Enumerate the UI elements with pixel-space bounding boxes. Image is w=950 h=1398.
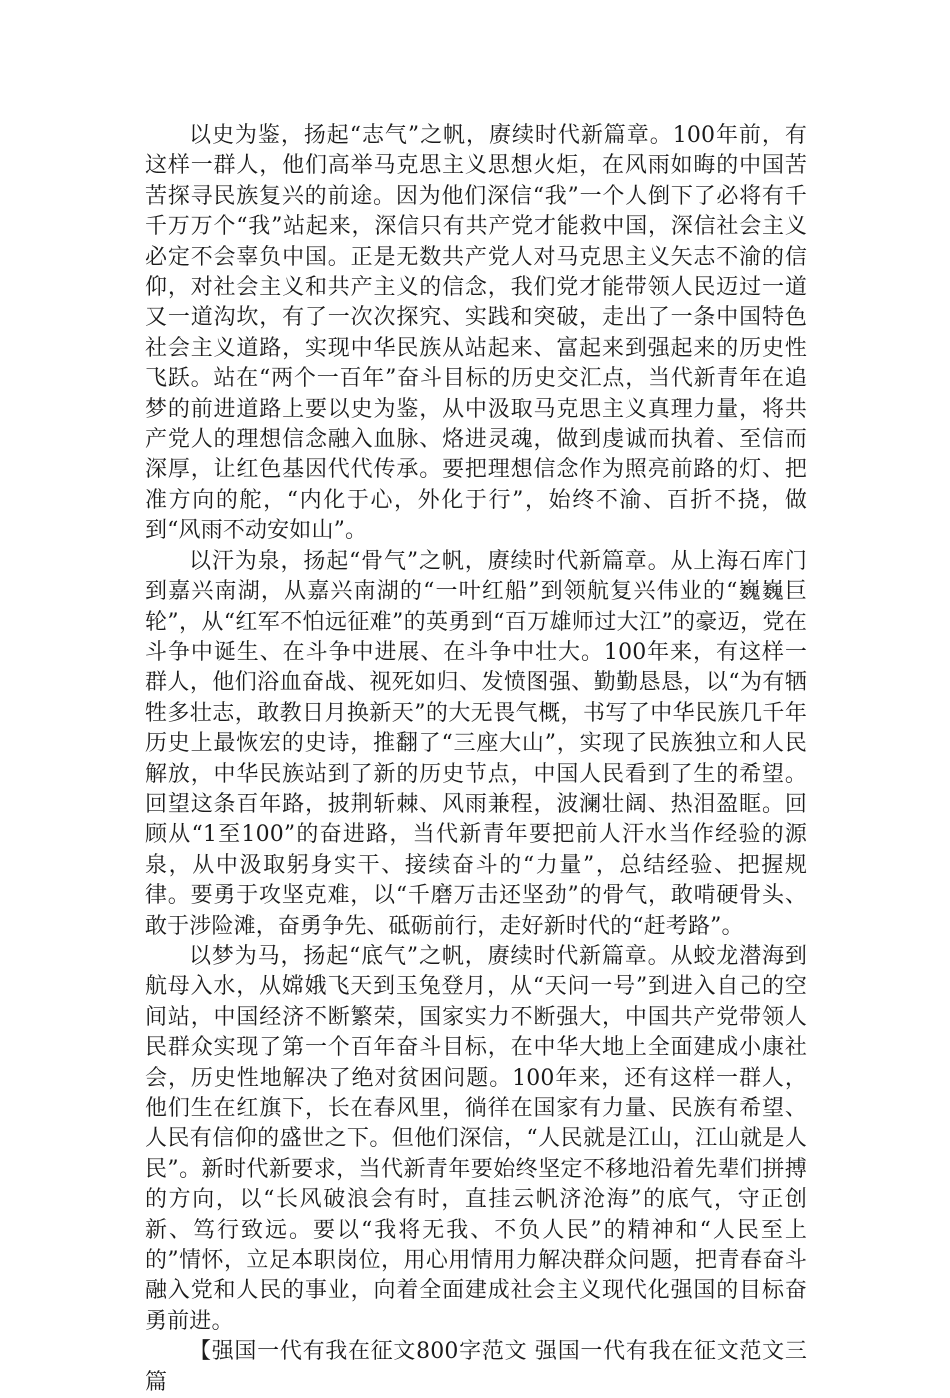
paragraph-diqi: 以梦为马，扬起“底气”之帆，赓续时代新篇章。从蛟龙潜海到航母入水，从嫦娥飞天到玉兔登月，从“天问一号”到进入自己的空间站，中国经济不断繁荣，国家实力不断强大，中国共产党带领人民群众实现了第一个百年奋斗目标，在中华大地上全面建成小康社会，历史性地解决了绝对贫困问题。100年来，还有这样一群人，他们生在红旗下，长在春风里，徜徉在国家有力量、民族有希望、人民有信仰的盛世之下。但他们深信，“人民就是江山，江山就是人民”。新时代新要求，当代新青年要始终坚定不移地沿着先辈们拼搏的方向，以“长风破浪会有时，直挂云帆济沧海”的底气，守正创新、笃行致远。要以“我将无我、不负人民”的精神和“人民至上的”情怀，立足本职岗位，用心用情用力解决群众问题，把青春奋斗融入党和人民的事业，向着全面建成社会主义现代化强国的目标奋勇前进。	[145, 943, 807, 1334]
paragraph-guqi: 以汗为泉，扬起“骨气”之帆，赓续时代新篇章。从上海石库门到嘉兴南湖，从嘉兴南湖的“一叶红船”到领航复兴伟业的“巍巍巨轮”，从“红军不怕远征难”的英勇到“百万雄师过大江”的豪迈，党在斗争中诞生、在斗争中进展、在斗争中壮大。100年来，有这样一群人，他们浴血奋战、视死如归、发愤图强、勤勤恳恳，以“为有牺牲多壮志，敢教日月换新天”的大无畏气概，书写了中华民族几千年历史上最恢宏的史诗，推翻了“三座大山”，实现了民族独立和人民解放，中华民族站到了新的历史节点，中国人民看到了生的希望。回望这条百年路，披荆斩棘、风雨兼程，波澜壮阔、热泪盈眶。回顾从“1至100”的奋进路，当代新青年要把前人汗水当作经验的源泉，从中汲取躬身实干、接续奋斗的“力量”，总结经验、把握规律。要勇于攻坚克难，以“千磨万击还坚劲”的骨气，敢啃硬骨头、敢于涉险滩，奋勇争先、砥砺前行，走好新时代的“赶考路”。	[145, 548, 807, 939]
paragraph-zhiqi: 以史为鉴，扬起“志气”之帆，赓续时代新篇章。100年前，有这样一群人，他们高举马克思主义思想火炬，在风雨如晦的中国苦苦探寻民族复兴的前途。因为他们深信“我”一个人倒下了必将有千千万万个“我”站起来，深信只有共产党才能救中国，深信社会主义必定不会辜负中国。正是无数共产党人对马克思主义矢志不渝的信仰，对社会主义和共产主义的信念，我们党才能带领人民迈过一道又一道沟坎，有了一次次探究、实践和突破，走出了一条中国特色社会主义道路，实现中华民族从站起来、富起来到强起来的历史性飞跃。站在“两个一百年”奋斗目标的历史交汇点，当代新青年在追梦的前进道路上要以史为鉴，从中汲取马克思主义真理力量，将共产党人的理想信念融入血脉、烙进灵魂，做到虔诚而执着、至信而深厚，让红色基因代代传承。要把理想信念作为照亮前路的灯、把准方向的舵，“内化于心，外化于行”，始终不渝、百折不挠，做到“风雨不动安如山”。	[145, 123, 807, 544]
document-title-footer: 【强国一代有我在征文800字范文 强国一代有我在征文范文三篇	[145, 1339, 807, 1395]
document-body	[145, 121, 807, 1398]
